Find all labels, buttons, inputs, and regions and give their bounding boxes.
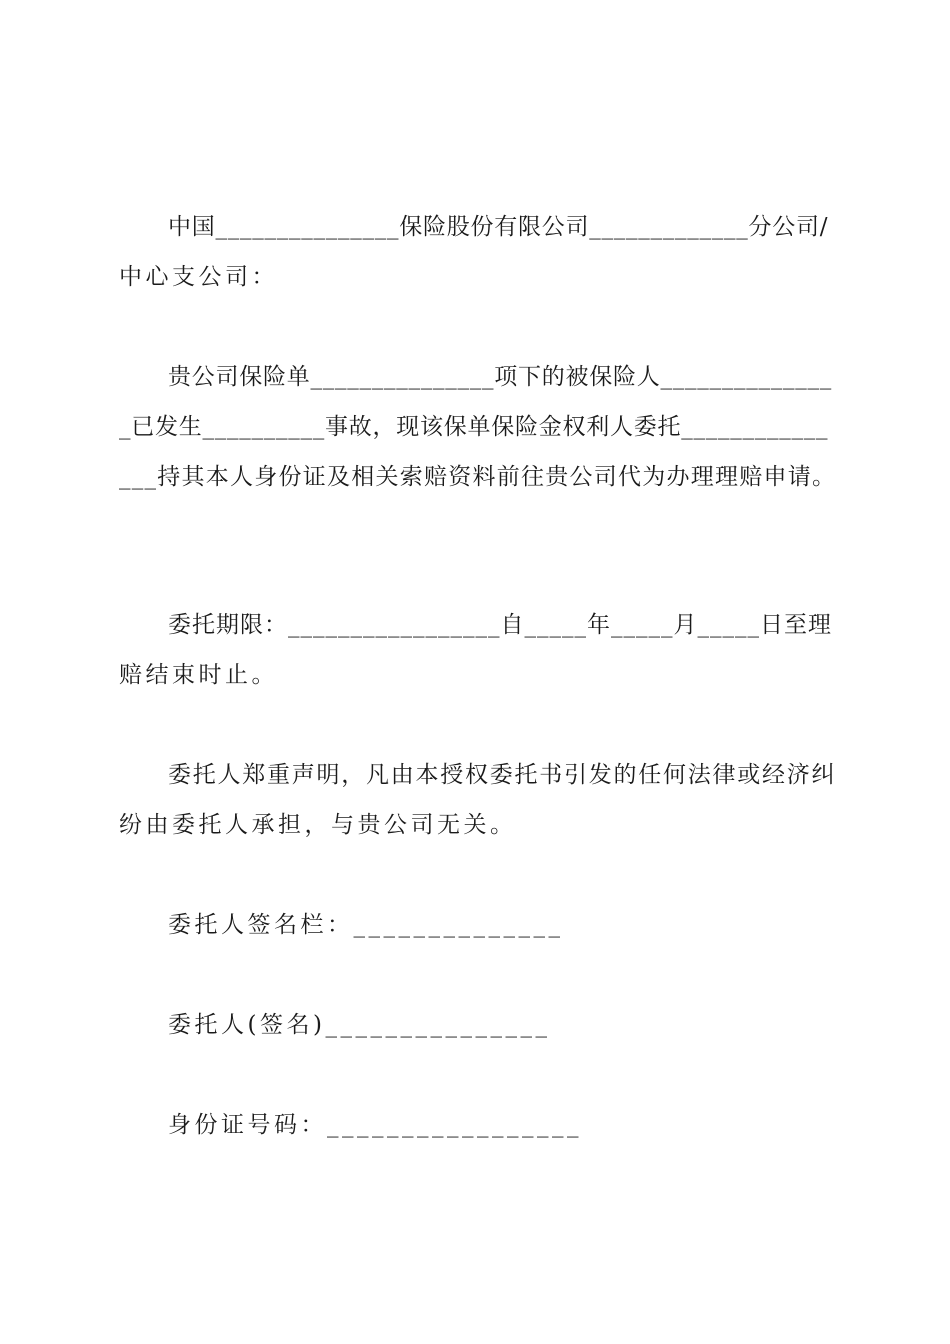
claim-paragraph-line-1: 贵公司保险单_______________项下的被保险人______________	[168, 364, 832, 390]
addressee-line-2: 中心支公司：	[119, 264, 278, 290]
declaration-line-2: 纷由委托人承担，与贵公司无关。	[119, 812, 517, 838]
principal-signature-field: 委托人(签名)_______________	[168, 1012, 551, 1038]
declaration-line-1: 委托人郑重声明，凡由本授权委托书引发的任何法律或经济纠	[168, 762, 837, 788]
term-paragraph-line-1: 委托期限：_________________自_____年_____月_____日至理	[168, 612, 832, 638]
term-paragraph-line-2: 赔结束时止。	[119, 662, 278, 688]
id-number-field: 身份证号码：_________________	[168, 1112, 582, 1138]
claim-paragraph-line-3: ___持其本人身份证及相关索赔资料前往贵公司代为办理理赔申请。	[119, 464, 837, 490]
claim-paragraph-line-2: _已发生__________事故，现该保单保险金权利人委托____________	[119, 414, 829, 440]
addressee-line-1: 中国_______________保险股份有限公司_____________分公司/	[168, 214, 829, 240]
signature-column-field: 委托人签名栏：______________	[168, 912, 564, 938]
